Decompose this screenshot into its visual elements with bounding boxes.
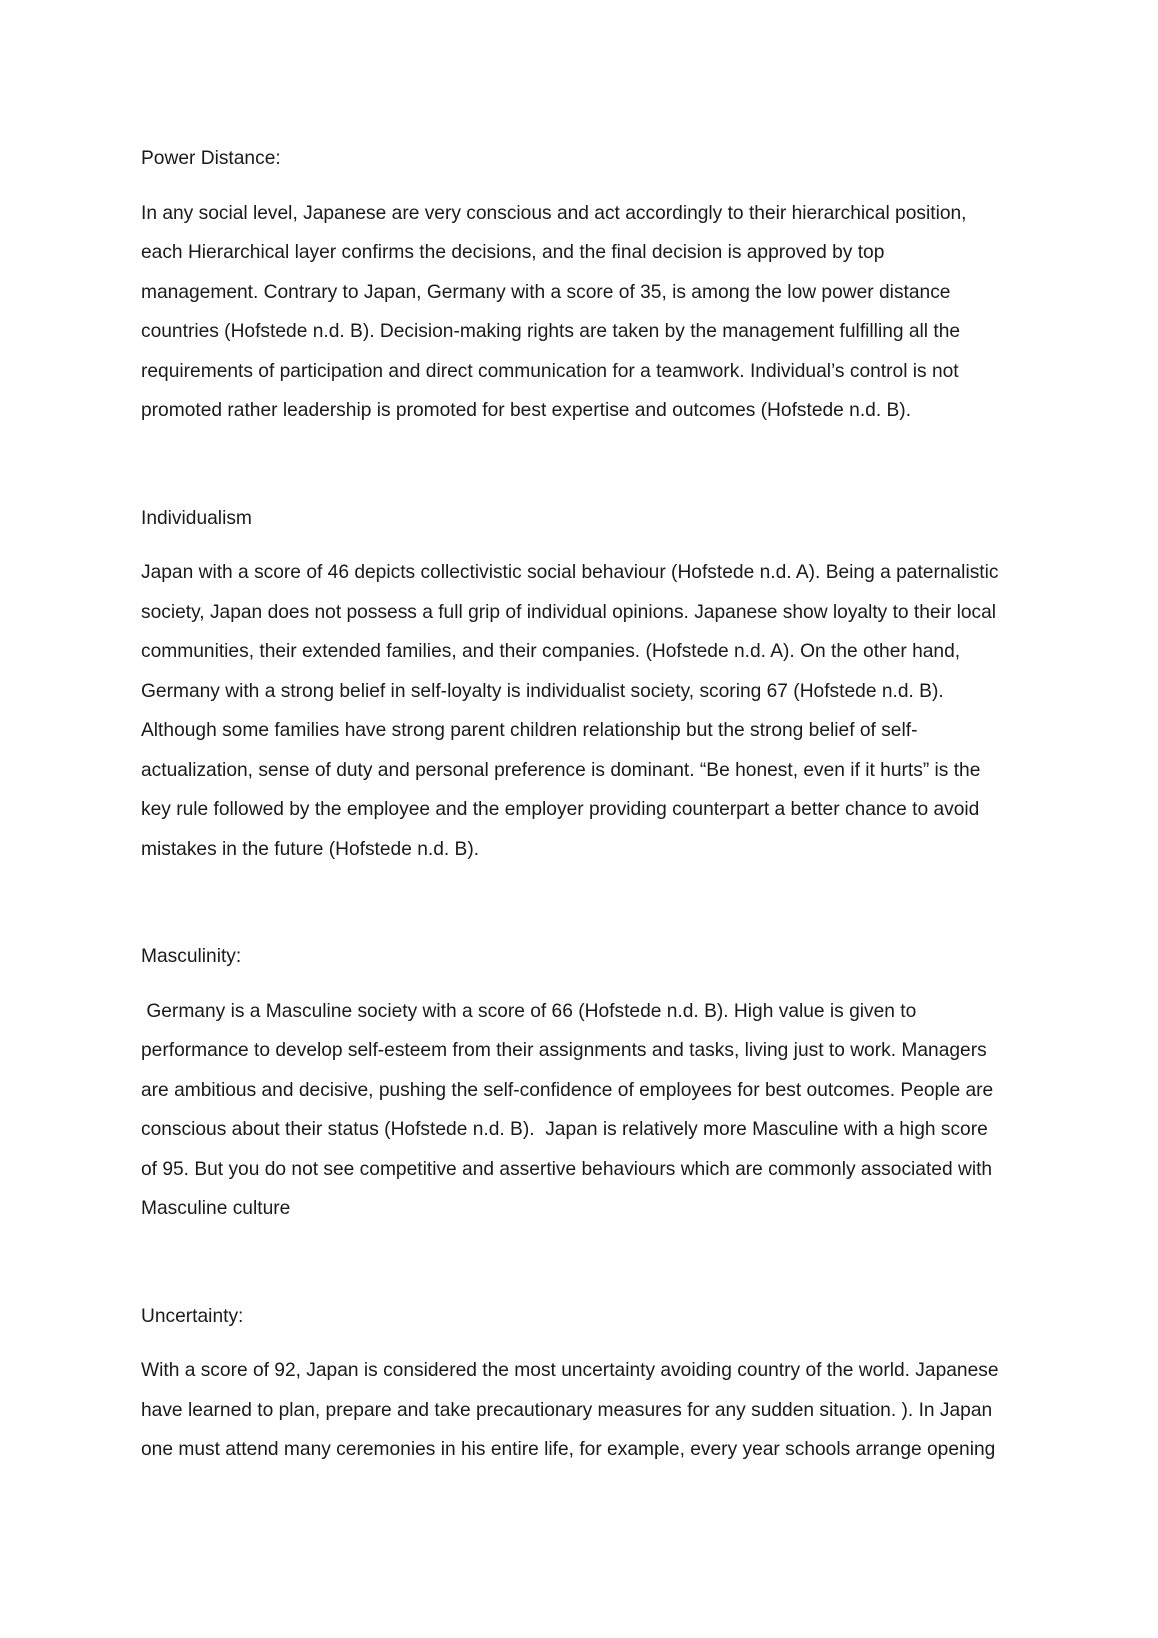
paragraph-line: communities, their extended families, and their companies. (Hofstede n.d. A). On the other hand,	[141, 641, 961, 662]
section-paragraph	[141, 194, 1031, 431]
paragraph-line: With a score of 92, Japan is considered the most uncertainty avoiding country of the world. Japanese	[141, 1360, 999, 1381]
document-body	[141, 139, 1031, 1538]
paragraph-line: are ambitious and decisive, pushing the self-confidence of employees for best outcomes. People are	[141, 1079, 994, 1101]
paragraph-line: Masculine culture	[141, 1198, 291, 1219]
paragraph-line: management. Contrary to Japan, Germany with a score of 35, is among the low power distance	[141, 281, 951, 303]
paragraph-line: Germany with a strong belief in self-loyalty is individualist society, scoring 67 (Hofstede n.d. B).	[141, 680, 944, 702]
paragraph-line: Although some families have strong parent children relationship but the strong belief of self-	[141, 720, 918, 741]
section-paragraph	[141, 992, 1031, 1229]
section-power-distance	[141, 139, 1031, 431]
paragraph-line: each Hierarchical layer confirms the decisions, and the final decision is approved by top	[141, 242, 885, 263]
paragraph-line: Japan with a score of 46 depicts collectivistic social behaviour (Hofstede n.d. A). Being a paternalistic	[141, 562, 999, 583]
section-heading: Power Distance:	[141, 148, 281, 169]
section-uncertainty	[141, 1297, 1031, 1470]
section-paragraph	[141, 1351, 1031, 1470]
paragraph-line: actualization, sense of duty and personal preference is dominant. “Be honest, even if it hurts” is the	[141, 759, 981, 781]
section-paragraph	[141, 553, 1031, 869]
paragraph-line: of 95. But you do not see competitive and assertive behaviours which are commonly associated with	[141, 1158, 993, 1180]
paragraph-line: one must attend many ceremonies in his entire life, for example, every year schools arrange opening	[141, 1439, 996, 1460]
section-individualism	[141, 499, 1031, 870]
paragraph-line: have learned to plan, prepare and take precautionary measures for any sudden situation. ). In Japan	[141, 1399, 993, 1421]
section-heading: Individualism	[141, 507, 252, 529]
section-heading: Masculinity:	[141, 946, 242, 967]
paragraph-line: conscious about their status (Hofstede n.d. B). Japan is relatively more Masculine with a high score	[141, 1119, 988, 1140]
paragraph-line: society, Japan does not possess a full grip of individual opinions. Japanese show loyalty to their local	[141, 601, 997, 623]
paragraph-line: In any social level, Japanese are very conscious and act accordingly to their hierarchical position,	[141, 202, 967, 224]
paragraph-line: mistakes in the future (Hofstede n.d. B).	[141, 838, 480, 860]
paragraph-line: key rule followed by the employee and the employer providing counterpart a better chance to avoid	[141, 799, 980, 820]
paragraph-line: requirements of participation and direct communication for a teamwork. Individual’s control is not	[141, 360, 959, 382]
paragraph-line: countries (Hofstede n.d. B). Decision-making rights are taken by the management fulfilling all the	[141, 321, 961, 342]
section-heading: Uncertainty:	[141, 1305, 244, 1327]
paragraph-line: performance to develop self-esteem from their assignments and tasks, living just to work. Managers	[141, 1040, 987, 1061]
section-masculinity	[141, 937, 1031, 1229]
paragraph-line: Germany is a Masculine society with a score of 66 (Hofstede n.d. B). High value is given to	[141, 1000, 917, 1022]
paragraph-line: promoted rather leadership is promoted for best expertise and outcomes (Hofstede n.d. B).	[141, 400, 912, 421]
